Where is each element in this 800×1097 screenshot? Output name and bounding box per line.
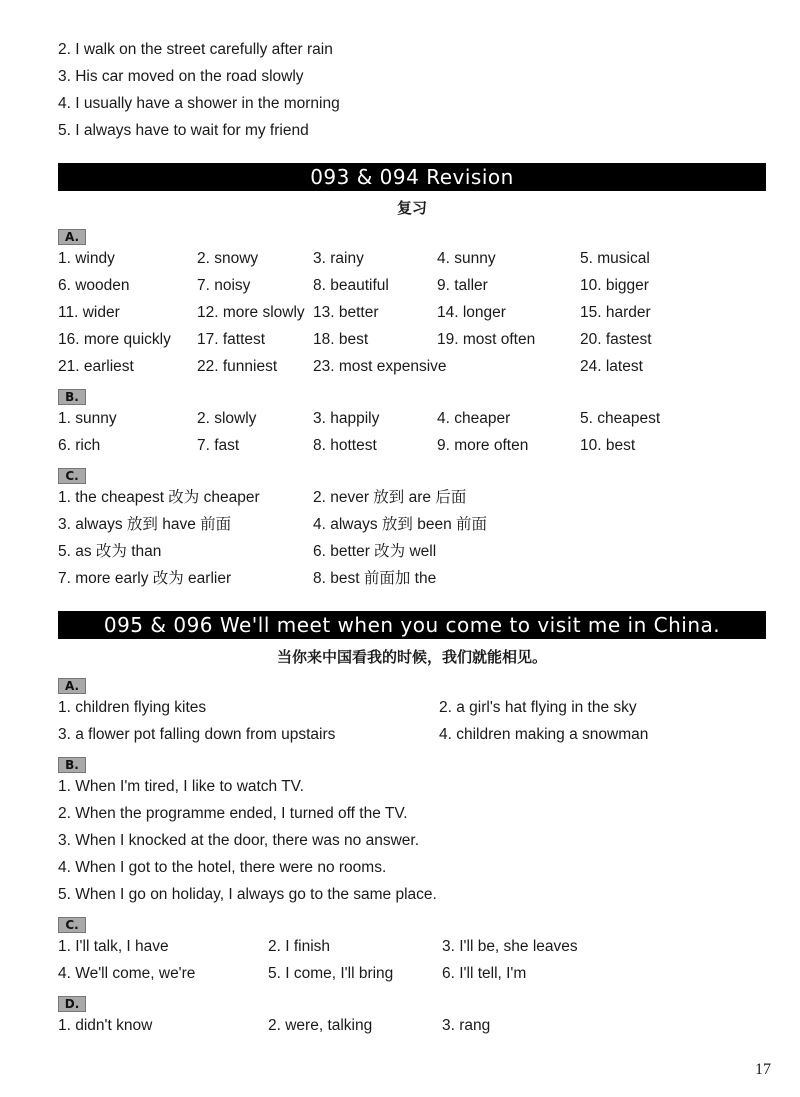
answer-item: 3. happily xyxy=(313,410,380,427)
answer-item: 6. better 改为 well xyxy=(313,543,437,560)
answer-item: 3. rainy xyxy=(313,250,364,267)
answer-item: 2. slowly xyxy=(197,410,257,427)
answer-line: 2. I walk on the street carefully after rain xyxy=(58,41,333,58)
part-label-d: D. xyxy=(58,996,86,1012)
page-number: 17 xyxy=(755,1061,771,1078)
section-title-095-096: 095 & 096 We'll meet when you come to visit me in China. xyxy=(58,611,766,639)
answer-item: 20. fastest xyxy=(580,331,652,348)
answer-item: 19. most often xyxy=(437,331,536,348)
answer-item: 15. harder xyxy=(580,304,651,321)
answer-item: 7. fast xyxy=(197,437,240,454)
answer-item: 2. never 放到 are 后面 xyxy=(313,489,467,506)
answer-line: 3. When I knocked at the door, there was no answer. xyxy=(58,832,420,849)
part-label-b: B. xyxy=(58,389,86,405)
answer-item: 5. I come, I'll bring xyxy=(268,965,394,982)
answer-item: 3. always 放到 have 前面 xyxy=(58,516,232,533)
answer-item: 11. wider xyxy=(58,304,120,321)
answer-line: 4. When I got to the hotel, there were no rooms. xyxy=(58,859,387,876)
answer-item: 1. windy xyxy=(58,250,115,267)
answer-line: 3. His car moved on the road slowly xyxy=(58,68,304,85)
answer-item: 7. noisy xyxy=(197,277,251,294)
answer-item: 1. sunny xyxy=(58,410,117,427)
answer-item: 23. most expensive xyxy=(313,358,447,375)
answer-item: 4. children making a snowman xyxy=(439,726,649,743)
answer-item: 8. beautiful xyxy=(313,277,389,294)
answer-item: 6. rich xyxy=(58,437,101,454)
answer-item: 12. more slowly xyxy=(197,304,305,321)
answer-item: 10. best xyxy=(580,437,636,454)
part-label-b: B. xyxy=(58,757,86,773)
answer-item: 6. I'll tell, I'm xyxy=(442,965,527,982)
section-subtitle: 当你来中国看我的时候，我们就能相见。 xyxy=(276,649,547,666)
answer-item: 4. We'll come, we're xyxy=(58,965,196,982)
section-title-093-094: 093 & 094 Revision xyxy=(58,163,766,191)
answer-item: 5. as 改为 than xyxy=(58,543,162,560)
answer-item: 18. best xyxy=(313,331,369,348)
answer-item: 8. hottest xyxy=(313,437,377,454)
answer-item: 2. were, talking xyxy=(268,1017,373,1034)
answer-item: 1. children flying kites xyxy=(58,699,207,716)
answer-item: 22. funniest xyxy=(197,358,278,375)
answer-item: 8. best 前面加 the xyxy=(313,570,437,587)
answer-item: 17. fattest xyxy=(197,331,266,348)
answer-item: 2. snowy xyxy=(197,250,259,267)
answer-item: 1. didn't know xyxy=(58,1017,153,1034)
answer-item: 9. more often xyxy=(437,437,529,454)
answer-item: 2. a girl's hat flying in the sky xyxy=(439,699,637,716)
answer-item: 4. always 放到 been 前面 xyxy=(313,516,488,533)
answer-item: 3. I'll be, she leaves xyxy=(442,938,578,955)
answer-item: 14. longer xyxy=(437,304,506,321)
answer-item: 4. sunny xyxy=(437,250,496,267)
answer-line: 2. When the programme ended, I turned off the TV. xyxy=(58,805,408,822)
answer-line: 5. When I go on holiday, I always go to the same place. xyxy=(58,886,437,903)
answer-item: 24. latest xyxy=(580,358,643,375)
answer-item: 21. earliest xyxy=(58,358,134,375)
answer-item: 3. a flower pot falling down from upstairs xyxy=(58,726,336,743)
section-subtitle: 复习 xyxy=(396,200,427,217)
answer-item: 6. wooden xyxy=(58,277,130,294)
answer-item: 10. bigger xyxy=(580,277,649,294)
part-label-a: A. xyxy=(58,229,86,245)
answer-item: 2. I finish xyxy=(268,938,331,955)
answer-line: 5. I always have to wait for my friend xyxy=(58,122,309,139)
answer-item: 9. taller xyxy=(437,277,488,294)
part-label-c: C. xyxy=(58,917,86,933)
answer-line: 4. I usually have a shower in the morning xyxy=(58,95,340,112)
answer-item: 13. better xyxy=(313,304,379,321)
answer-item: 3. rang xyxy=(442,1017,491,1034)
answer-line: 1. When I'm tired, I like to watch TV. xyxy=(58,778,304,795)
answer-item: 5. cheapest xyxy=(580,410,661,427)
answer-item: 1. I'll talk, I have xyxy=(58,938,169,955)
answer-item: 4. cheaper xyxy=(437,410,511,427)
answer-item: 16. more quickly xyxy=(58,331,171,348)
answer-item: 1. the cheapest 改为 cheaper xyxy=(58,489,260,506)
answer-item: 7. more early 改为 earlier xyxy=(58,570,232,587)
part-label-c: C. xyxy=(58,468,86,484)
part-label-a: A. xyxy=(58,678,86,694)
answer-item: 5. musical xyxy=(580,250,650,267)
